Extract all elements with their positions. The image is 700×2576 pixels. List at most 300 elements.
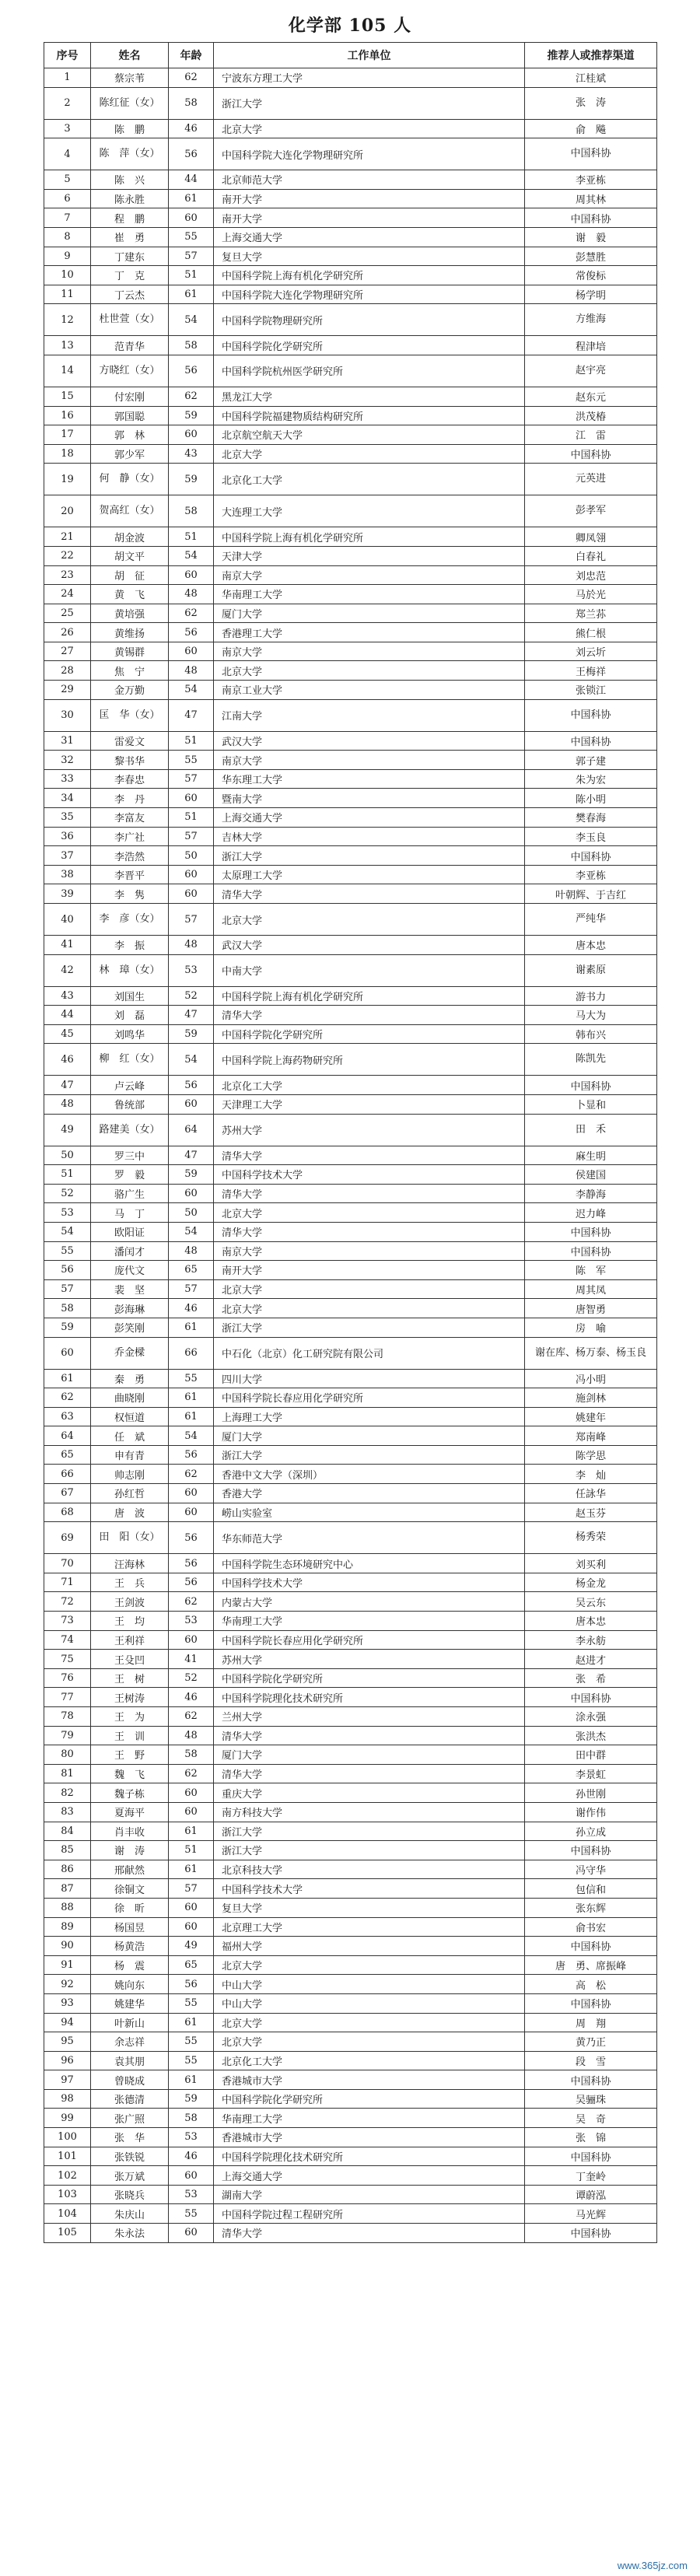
cell-index: 56	[44, 1261, 91, 1280]
document-title: 化学部 105 人	[288, 16, 412, 36]
cell-name: 林 璋（女）	[91, 954, 169, 986]
cell-name: 郭国聪	[91, 406, 169, 425]
cell-index: 97	[44, 2070, 91, 2090]
cell-index: 99	[44, 2109, 91, 2128]
cell-age: 60	[169, 1802, 214, 1822]
cell-recommender: 俞书宏	[525, 1917, 657, 1937]
cell-age: 62	[169, 604, 214, 623]
cell-workplace: 中国科学技术大学	[214, 1573, 525, 1592]
cell-index: 28	[44, 661, 91, 681]
table-row	[44, 1388, 657, 1408]
cell-name: 胡金波	[91, 527, 169, 547]
cell-workplace: 中国科学院理化技术研究所	[214, 1688, 525, 1707]
table-row	[44, 623, 657, 642]
cell-index: 77	[44, 1688, 91, 1707]
cell-age: 62	[169, 1465, 214, 1484]
cell-recommender: 熊仁根	[525, 623, 657, 642]
cell-age: 46	[169, 119, 214, 138]
table-row	[44, 2089, 657, 2109]
cell-age: 57	[169, 769, 214, 789]
cell-age: 64	[169, 1114, 214, 1146]
cell-recommender: 田中群	[525, 1745, 657, 1765]
cell-workplace: 浙江大学	[214, 1318, 525, 1337]
cell-recommender: 中国科协	[525, 1993, 657, 2013]
cell-index: 41	[44, 936, 91, 955]
cell-name: 郭 林	[91, 425, 169, 445]
cell-index: 69	[44, 1522, 91, 1554]
cell-age: 51	[169, 1841, 214, 1860]
cell-name: 路建美（女）	[91, 1114, 169, 1146]
cell-index: 87	[44, 1879, 91, 1899]
cell-age: 47	[169, 1146, 214, 1165]
cell-recommender: 杨秀荣	[525, 1522, 657, 1554]
table-row	[44, 1484, 657, 1503]
cell-index: 14	[44, 355, 91, 387]
table-row	[44, 954, 657, 986]
table-row	[44, 1630, 657, 1650]
cell-age: 56	[169, 623, 214, 642]
table-row	[44, 387, 657, 406]
cell-index: 53	[44, 1203, 91, 1223]
cell-age: 48	[169, 1241, 214, 1261]
table-row	[44, 227, 657, 247]
cell-age: 61	[169, 1860, 214, 1879]
cell-age: 60	[169, 865, 214, 884]
cell-index: 24	[44, 585, 91, 604]
cell-age: 61	[169, 2070, 214, 2090]
cell-age: 56	[169, 1975, 214, 1994]
table-row	[44, 769, 657, 789]
cell-name: 曲晓刚	[91, 1388, 169, 1408]
cell-recommender: 元英进	[525, 464, 657, 495]
table-row	[44, 1044, 657, 1076]
cell-workplace: 南开大学	[214, 1261, 525, 1280]
table-row	[44, 1573, 657, 1592]
cell-index: 92	[44, 1975, 91, 1994]
cell-name: 方晓红（女）	[91, 355, 169, 387]
cell-index: 32	[44, 751, 91, 770]
table-row	[44, 1650, 657, 1669]
cell-name: 胡 征	[91, 565, 169, 585]
cell-index: 13	[44, 336, 91, 355]
cell-name: 罗 毅	[91, 1165, 169, 1185]
table-row	[44, 266, 657, 285]
cell-workplace: 福州大学	[214, 1937, 525, 1956]
cell-workplace: 中南大学	[214, 954, 525, 986]
cell-name: 李 振	[91, 936, 169, 955]
cell-age: 54	[169, 1426, 214, 1446]
cell-recommender: 陈小明	[525, 789, 657, 808]
cell-recommender: 俞 飚	[525, 119, 657, 138]
cell-index: 6	[44, 189, 91, 208]
cell-workplace: 中国科学院长春应用化学研究所	[214, 1630, 525, 1650]
cell-age: 58	[169, 1745, 214, 1765]
cell-age: 61	[169, 1388, 214, 1408]
table-row	[44, 425, 657, 445]
header-workplace: 工作单位	[214, 43, 525, 68]
cell-index: 98	[44, 2089, 91, 2109]
table-row	[44, 138, 657, 170]
cell-workplace: 中国科学院大连化学物理研究所	[214, 138, 525, 170]
cell-recommender: 刘买利	[525, 1554, 657, 1573]
cell-age: 48	[169, 936, 214, 955]
cell-workplace: 中国科学院上海药物研究所	[214, 1044, 525, 1076]
cell-recommender: 谢作伟	[525, 1802, 657, 1822]
cell-name: 庞代文	[91, 1261, 169, 1280]
cell-workplace: 大连理工大学	[214, 495, 525, 527]
cell-age: 61	[169, 1407, 214, 1426]
cell-name: 余志祥	[91, 2032, 169, 2052]
cell-recommender: 刘忠范	[525, 565, 657, 585]
cell-name: 杨 震	[91, 1955, 169, 1975]
cell-index: 9	[44, 247, 91, 266]
cell-age: 55	[169, 1993, 214, 2013]
cell-workplace: 北京化工大学	[214, 2051, 525, 2070]
cell-age: 62	[169, 68, 214, 88]
cell-recommender: 高 松	[525, 1975, 657, 1994]
cell-index: 85	[44, 1841, 91, 1860]
cell-age: 48	[169, 661, 214, 681]
cell-name: 李 丹	[91, 789, 169, 808]
cell-recommender: 张 希	[525, 1668, 657, 1688]
cell-age: 59	[169, 406, 214, 425]
cell-workplace: 宁波东方理工大学	[214, 68, 525, 88]
cell-workplace: 中国科学技术大学	[214, 1879, 525, 1899]
cell-workplace: 北京大学	[214, 661, 525, 681]
cell-age: 44	[169, 170, 214, 190]
cell-workplace: 浙江大学	[214, 87, 525, 119]
cell-recommender: 中国科协	[525, 846, 657, 866]
cell-index: 8	[44, 227, 91, 247]
cell-name: 匡 华（女）	[91, 699, 169, 731]
cell-index: 104	[44, 2204, 91, 2224]
cell-recommender: 吴云东	[525, 1592, 657, 1612]
cell-workplace: 中国科学院福建物质结构研究所	[214, 406, 525, 425]
cell-age: 60	[169, 1094, 214, 1114]
cell-name: 王树涛	[91, 1688, 169, 1707]
cell-name: 王利祥	[91, 1630, 169, 1650]
cell-index: 73	[44, 1612, 91, 1631]
cell-recommender: 中国科协	[525, 2147, 657, 2166]
cell-workplace: 香港中文大学（深圳）	[214, 1465, 525, 1484]
cell-name: 贺高红（女）	[91, 495, 169, 527]
table-row	[44, 1241, 657, 1261]
cell-name: 姚向东	[91, 1975, 169, 1994]
cell-recommender: 叶朝辉、于吉红	[525, 884, 657, 904]
table-row	[44, 2051, 657, 2070]
table-row	[44, 936, 657, 955]
cell-age: 50	[169, 846, 214, 866]
cell-workplace: 清华大学	[214, 1222, 525, 1241]
cell-workplace: 香港理工大学	[214, 623, 525, 642]
cell-index: 43	[44, 986, 91, 1006]
cell-age: 57	[169, 1279, 214, 1299]
cell-index: 30	[44, 699, 91, 731]
cell-recommender: 唐本忠	[525, 1612, 657, 1631]
cell-name: 程 鹏	[91, 208, 169, 228]
cell-index: 47	[44, 1076, 91, 1095]
table-row	[44, 2032, 657, 2052]
cell-name: 徐 昕	[91, 1898, 169, 1917]
cell-recommender: 王梅祥	[525, 661, 657, 681]
cell-recommender: 赵玉芬	[525, 1503, 657, 1522]
cell-workplace: 复旦大学	[214, 1898, 525, 1917]
cell-recommender: 张东辉	[525, 1898, 657, 1917]
cell-index: 55	[44, 1241, 91, 1261]
cell-name: 申有青	[91, 1445, 169, 1465]
cell-workplace: 南京大学	[214, 565, 525, 585]
cell-recommender: 李景虹	[525, 1764, 657, 1783]
cell-recommender: 彭孝军	[525, 495, 657, 527]
table-row	[44, 1006, 657, 1025]
cell-index: 64	[44, 1426, 91, 1446]
cell-index: 1	[44, 68, 91, 88]
cell-name: 夏海平	[91, 1802, 169, 1822]
cell-index: 74	[44, 1630, 91, 1650]
cell-name: 李春忠	[91, 769, 169, 789]
cell-age: 54	[169, 681, 214, 700]
cell-index: 7	[44, 208, 91, 228]
cell-workplace: 清华大学	[214, 2224, 525, 2243]
cell-workplace: 浙江大学	[214, 1841, 525, 1860]
cell-recommender: 张锁江	[525, 681, 657, 700]
cell-age: 51	[169, 731, 214, 751]
table-row	[44, 189, 657, 208]
cell-index: 36	[44, 827, 91, 846]
cell-index: 2	[44, 87, 91, 119]
cell-age: 58	[169, 495, 214, 527]
cell-index: 83	[44, 1802, 91, 1822]
cell-age: 48	[169, 585, 214, 604]
table-row	[44, 170, 657, 190]
cell-workplace: 厦门大学	[214, 604, 525, 623]
cell-index: 101	[44, 2147, 91, 2166]
table-row	[44, 1955, 657, 1975]
cell-workplace: 华东师范大学	[214, 1522, 525, 1554]
cell-workplace: 北京大学	[214, 2013, 525, 2032]
cell-age: 51	[169, 808, 214, 828]
cell-name: 曾晓成	[91, 2070, 169, 2090]
cell-workplace: 苏州大学	[214, 1650, 525, 1669]
cell-index: 12	[44, 304, 91, 336]
table-row	[44, 1879, 657, 1899]
table-row	[44, 1222, 657, 1241]
table-row	[44, 336, 657, 355]
cell-age: 56	[169, 355, 214, 387]
cell-index: 10	[44, 266, 91, 285]
cell-workplace: 厦门大学	[214, 1745, 525, 1765]
cell-index: 34	[44, 789, 91, 808]
cell-age: 60	[169, 1184, 214, 1203]
cell-age: 48	[169, 1726, 214, 1745]
header-age: 年龄	[169, 43, 214, 68]
cell-index: 49	[44, 1114, 91, 1146]
cell-workplace: 北京大学	[214, 1299, 525, 1318]
table-row	[44, 2109, 657, 2128]
cell-index: 62	[44, 1388, 91, 1408]
cell-workplace: 上海交通大学	[214, 227, 525, 247]
cell-age: 53	[169, 2128, 214, 2147]
cell-name: 王 野	[91, 1745, 169, 1765]
table-row	[44, 699, 657, 731]
cell-age: 59	[169, 1165, 214, 1185]
cell-index: 37	[44, 846, 91, 866]
cell-index: 72	[44, 1592, 91, 1612]
cell-age: 60	[169, 884, 214, 904]
cell-workplace: 中国科学技术大学	[214, 1165, 525, 1185]
cell-workplace: 苏州大学	[214, 1114, 525, 1146]
cell-recommender: 房 喻	[525, 1318, 657, 1337]
cell-age: 58	[169, 336, 214, 355]
cell-workplace: 香港城市大学	[214, 2070, 525, 2090]
cell-workplace: 复旦大学	[214, 247, 525, 266]
cell-recommender: 孙立成	[525, 1822, 657, 1841]
cell-recommender: 中国科协	[525, 1222, 657, 1241]
cell-recommender: 马大为	[525, 1006, 657, 1025]
cell-age: 59	[169, 464, 214, 495]
cell-name: 魏子栋	[91, 1783, 169, 1803]
cell-name: 金万勤	[91, 681, 169, 700]
cell-name: 鲁统部	[91, 1094, 169, 1114]
table-row	[44, 1612, 657, 1631]
table-row	[44, 1203, 657, 1223]
cell-name: 何 静（女）	[91, 464, 169, 495]
table-row	[44, 2166, 657, 2186]
cell-recommender: 刘云圻	[525, 642, 657, 661]
cell-name: 欧阳证	[91, 1222, 169, 1241]
cell-recommender: 洪茂椿	[525, 406, 657, 425]
table-row	[44, 1094, 657, 1114]
cell-workplace: 中国科学院化学研究所	[214, 336, 525, 355]
cell-workplace: 中国科学院长春应用化学研究所	[214, 1388, 525, 1408]
cell-workplace: 清华大学	[214, 884, 525, 904]
cell-workplace: 清华大学	[214, 1006, 525, 1025]
table-row	[44, 285, 657, 304]
cell-recommender: 谢 毅	[525, 227, 657, 247]
cell-age: 60	[169, 1898, 214, 1917]
table-row	[44, 444, 657, 464]
table-row	[44, 1279, 657, 1299]
cell-age: 55	[169, 227, 214, 247]
cell-workplace: 南京工业大学	[214, 681, 525, 700]
cell-name: 陈永胜	[91, 189, 169, 208]
table-row	[44, 1592, 657, 1612]
cell-name: 汪海林	[91, 1554, 169, 1573]
cell-workplace: 香港大学	[214, 1484, 525, 1503]
cell-name: 雷爱文	[91, 731, 169, 751]
cell-age: 61	[169, 1822, 214, 1841]
cell-workplace: 中国科学院理化技术研究所	[214, 2147, 525, 2166]
cell-index: 59	[44, 1318, 91, 1337]
cell-age: 53	[169, 2185, 214, 2204]
table-row	[44, 1261, 657, 1280]
cell-workplace: 华南理工大学	[214, 2109, 525, 2128]
cell-age: 55	[169, 2051, 214, 2070]
cell-age: 61	[169, 189, 214, 208]
cell-age: 65	[169, 1955, 214, 1975]
table-row	[44, 1707, 657, 1727]
cell-recommender: 赵进才	[525, 1650, 657, 1669]
table-row	[44, 865, 657, 884]
cell-age: 60	[169, 789, 214, 808]
cell-workplace: 武汉大学	[214, 731, 525, 751]
cell-workplace: 北京大学	[214, 444, 525, 464]
cell-name: 丁建东	[91, 247, 169, 266]
cell-name: 任 斌	[91, 1426, 169, 1446]
cell-workplace: 北京师范大学	[214, 170, 525, 190]
table-row	[44, 1146, 657, 1165]
table-row	[44, 1917, 657, 1937]
cell-name: 杨黄浩	[91, 1937, 169, 1956]
cell-index: 94	[44, 2013, 91, 2032]
table-row	[44, 565, 657, 585]
cell-recommender: 中国科协	[525, 731, 657, 751]
cell-workplace: 太原理工大学	[214, 865, 525, 884]
cell-workplace: 浙江大学	[214, 1822, 525, 1841]
table-row	[44, 1783, 657, 1803]
cell-age: 41	[169, 1650, 214, 1669]
cell-age: 66	[169, 1337, 214, 1369]
table-row	[44, 642, 657, 661]
cell-age: 46	[169, 1688, 214, 1707]
cell-age: 61	[169, 1318, 214, 1337]
cell-index: 4	[44, 138, 91, 170]
cell-name: 李晋平	[91, 865, 169, 884]
cell-name: 丁 克	[91, 266, 169, 285]
cell-recommender: 方维海	[525, 304, 657, 336]
cell-name: 黄锡群	[91, 642, 169, 661]
cell-index: 16	[44, 406, 91, 425]
cell-age: 60	[169, 1783, 214, 1803]
table-row	[44, 2070, 657, 2090]
cell-recommender: 中国科协	[525, 2224, 657, 2243]
header-name: 姓名	[91, 43, 169, 68]
cell-recommender: 郑南峰	[525, 1426, 657, 1446]
cell-index: 70	[44, 1554, 91, 1573]
cell-index: 91	[44, 1955, 91, 1975]
header-recommender: 推荐人或推荐渠道	[525, 43, 657, 68]
cell-index: 102	[44, 2166, 91, 2186]
cell-workplace: 华东理工大学	[214, 769, 525, 789]
cell-recommender: 田 禾	[525, 1114, 657, 1146]
table-row	[44, 87, 657, 119]
table-row	[44, 208, 657, 228]
cell-index: 100	[44, 2128, 91, 2147]
cell-recommender: 李静海	[525, 1184, 657, 1203]
cell-recommender: 郭子建	[525, 751, 657, 770]
table-row	[44, 1860, 657, 1879]
cell-recommender: 包信和	[525, 1879, 657, 1899]
cell-workplace: 北京化工大学	[214, 1076, 525, 1095]
cell-index: 80	[44, 1745, 91, 1765]
cell-index: 29	[44, 681, 91, 700]
cell-recommender: 李永舫	[525, 1630, 657, 1650]
cell-index: 68	[44, 1503, 91, 1522]
cell-recommender: 卜显和	[525, 1094, 657, 1114]
cell-recommender: 唐 勇、席振峰	[525, 1955, 657, 1975]
table-row	[44, 2185, 657, 2204]
cell-age: 65	[169, 1261, 214, 1280]
cell-workplace: 北京航空航天大学	[214, 425, 525, 445]
table-row	[44, 1764, 657, 1783]
table-row	[44, 1898, 657, 1917]
cell-index: 48	[44, 1094, 91, 1114]
cell-age: 60	[169, 1484, 214, 1503]
cell-workplace: 武汉大学	[214, 936, 525, 955]
table-row	[44, 1465, 657, 1484]
table-row	[44, 884, 657, 904]
cell-workplace: 中国科学院过程工程研究所	[214, 2204, 525, 2224]
